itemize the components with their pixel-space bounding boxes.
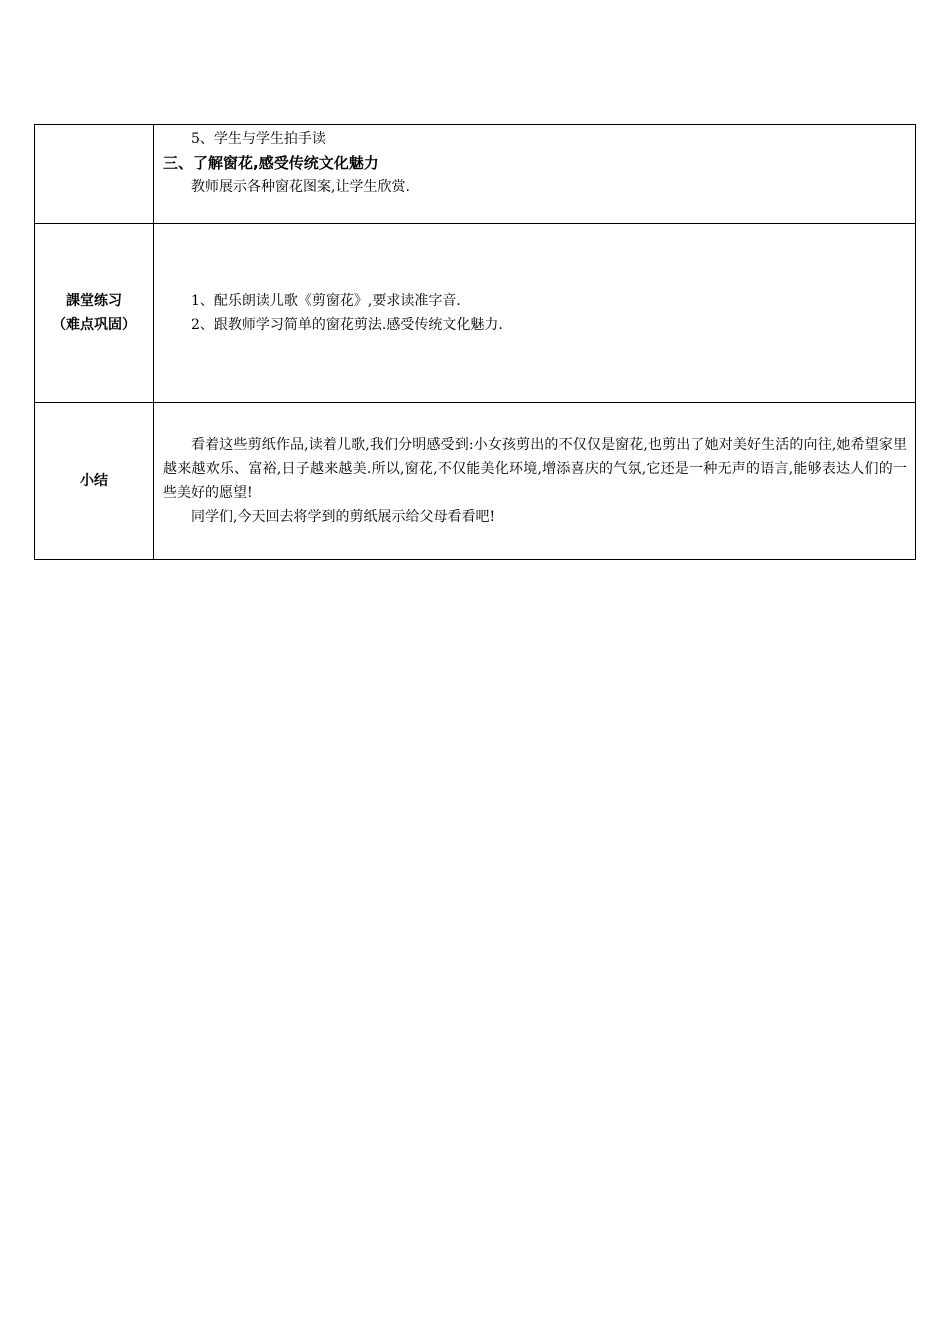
- step-five-text: 5、学生与学生拍手读: [191, 131, 326, 147]
- table-row: [35, 224, 916, 403]
- table-row: [35, 403, 916, 560]
- row-content-practice: [154, 224, 916, 403]
- practice-sublabel: （难点巩固）: [52, 317, 136, 333]
- practice-item-1: 1、配乐朗读儿歌《剪窗花》,要求读准字音.: [191, 293, 461, 309]
- row-label-practice: [35, 224, 154, 403]
- practice-item-2: 2、跟教师学习简单的窗花剪法.感受传统文化魅力.: [191, 317, 503, 333]
- row-content-summary: [154, 403, 916, 560]
- row-label-empty: [35, 125, 154, 224]
- row-content-reading: [154, 125, 916, 224]
- practice-label: 課堂练习: [66, 293, 122, 309]
- lesson-plan-table: [34, 124, 916, 560]
- summary-paragraph-1: 看着这些剪纸作品,读着儿歌,我们分明感受到:小女孩剪出的不仅仅是窗花,也剪出了她对美好生活的向往,她希望家里越来越欢乐、富裕,日子越来越美.所以,窗花,不仅能美化环境,增添喜庆的气氛,它还是一种无声的语言,能够表达人们的一些美好的愿望!: [163, 437, 907, 501]
- table-row: [35, 125, 916, 224]
- section-three-heading: 三、了解窗花,感受传统文化魅力: [163, 154, 379, 172]
- teacher-show-text: 教师展示各种窗花图案,让学生欣赏.: [191, 179, 410, 195]
- summary-paragraph-2: 同学们,今天回去将学到的剪纸展示给父母看看吧!: [191, 509, 496, 525]
- row-label-summary: 小结: [35, 403, 154, 560]
